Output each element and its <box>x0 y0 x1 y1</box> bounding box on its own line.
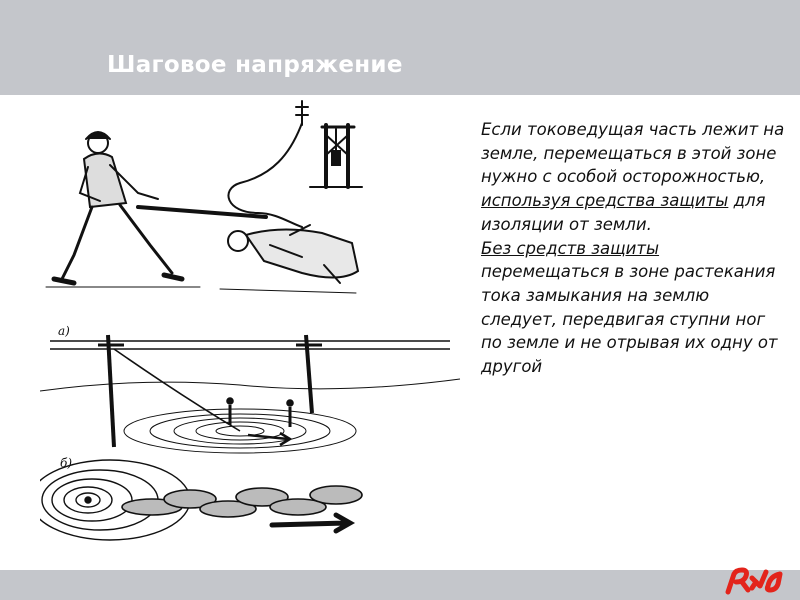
protection-means-underlined: используя средства защиты <box>481 191 729 211</box>
paragraph-1 <box>481 118 786 237</box>
header-band <box>0 0 800 95</box>
p1-text-end: для изоляции от земли. <box>481 191 766 234</box>
p2-text-rest: перемещаться в зоне растекания тока замыкания на землю следует, передвигая ступни ног по земле и не отрывая их одну от другой <box>481 262 778 377</box>
label-a: а) <box>58 324 70 338</box>
rzd-logo <box>722 562 788 598</box>
paragraph-2 <box>481 237 786 379</box>
body-text <box>481 118 786 379</box>
without-protection-underlined: Без средств защиты <box>481 238 660 258</box>
label-b: б) <box>60 456 73 470</box>
p1-text-start: Если токоведущая часть лежит на земле, перемещаться в этой зоне нужно с особой осторожностью, <box>481 120 785 187</box>
footer-band <box>0 570 800 600</box>
slide-title: Шаговое напряжение <box>107 52 403 78</box>
